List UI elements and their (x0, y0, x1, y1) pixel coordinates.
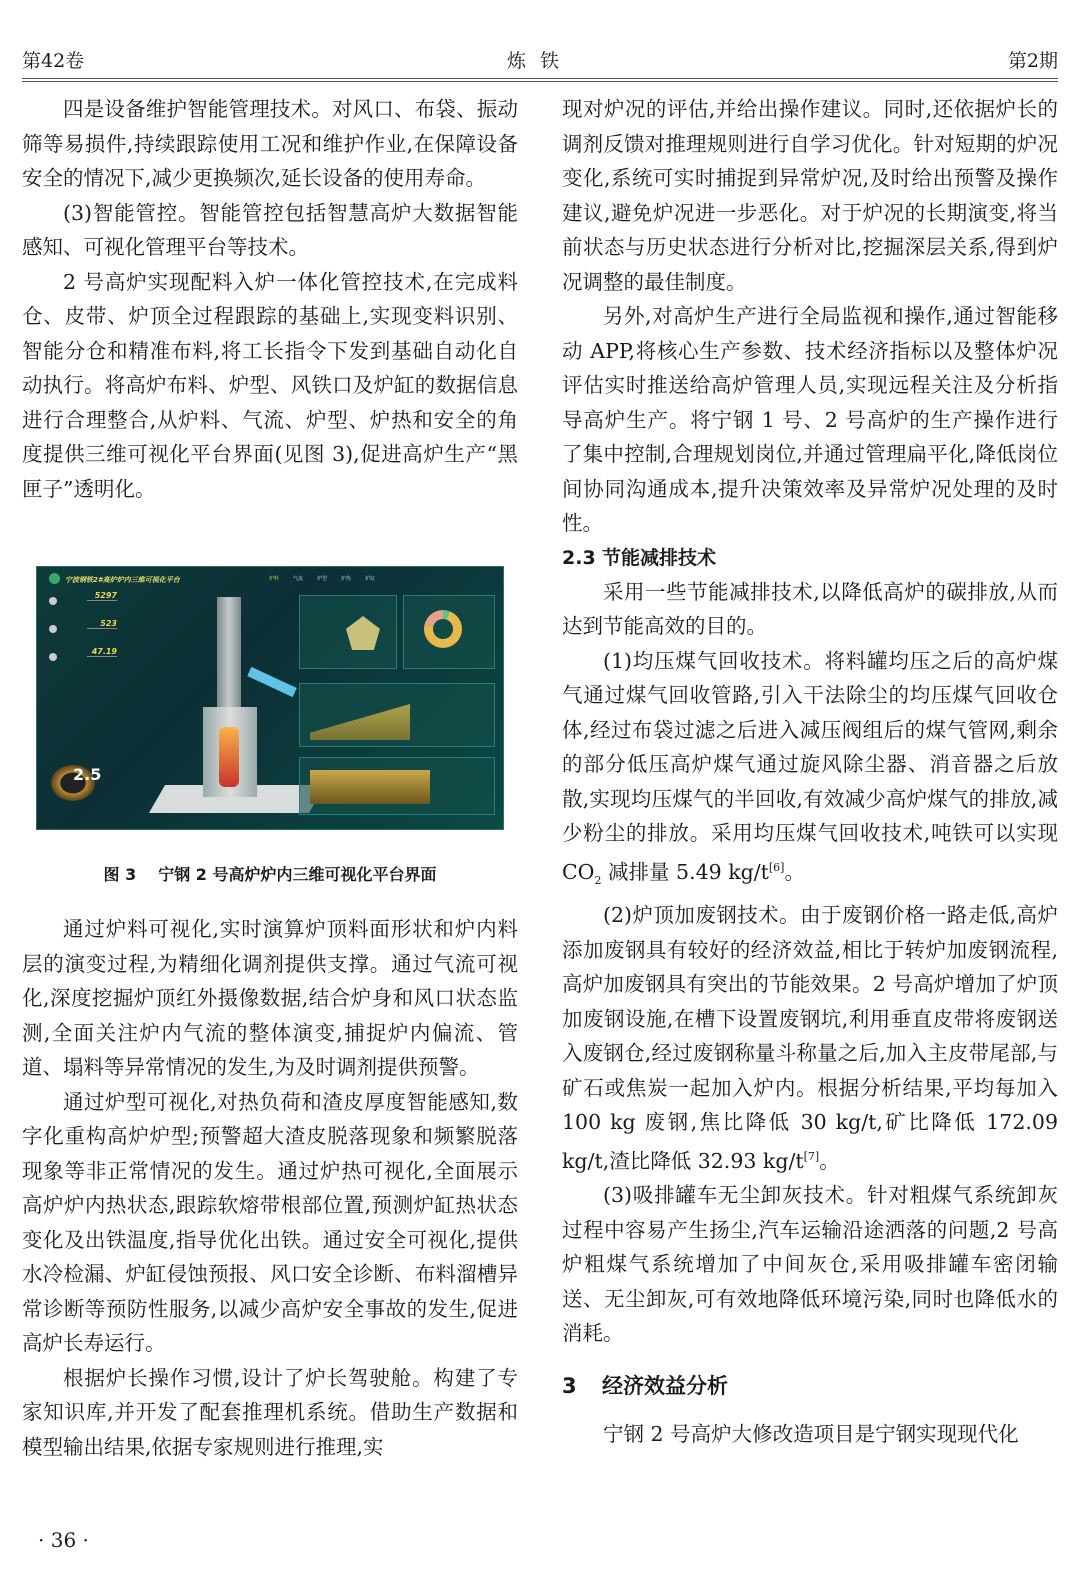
left-column-continued (22, 912, 518, 1464)
paragraph: 通过炉型可视化,对热负荷和渣皮厚度智能感知,数字化重构高炉炉型;预警超大渣皮脱落现象和频繁脱落现象等非正常情况的发生。通过炉热可视化,全面展示高炉炉内热状态,跟踪软熔带根部位置,预测炉缸热状态变化及出铁温度,指导优化出铁。通过安全可视化,提供水冷检漏、炉缸侵蚀预报、风口安全诊断、布料溜槽异常诊断等预防性服务,以减少高炉安全事故的发生,促进高炉长寿运行。 (22, 1089, 518, 1355)
citation: [6] (768, 860, 785, 874)
radar-chart (346, 616, 380, 650)
section-heading-3: 3 经济效益分析 (562, 1373, 728, 1398)
bar-chart-panel (299, 757, 495, 815)
paragraph: 采用一些节能减排技术,以降低高炉的碳排放,从而达到节能高效的目的。 (562, 579, 1058, 638)
paragraph-item-1: (1)均压煤气回收技术。将料罐均压之后的高炉煤气通过煤气回收管路,引入干法除尘的均压煤气回收仓体,经过布袋过滤之后进入减压阀组后的煤气管网,剩余的部分低压高炉煤气通过旋风除尘器、消音器之后放散,实现均压煤气的半回收,有效减少高炉煤气的排放,减少粉尘的排放。采用均压煤气回收技术,吨铁可以实现 $CO_2$ 减排量 5.49 kg/t[6]。 (562, 648, 1058, 887)
page-number: · 36 · (38, 1528, 89, 1552)
paragraph: 根据炉长操作习惯,设计了炉长驾驶舱。构建了专家知识库,并开发了配套推理机系统。借助生产数据和模型输出结果,依据专家规则进行推理,实 (22, 1365, 518, 1459)
header-rule-double (22, 81, 1058, 82)
dashboard-tabs: 炉料 气流 炉型 炉热 炉缸 (269, 576, 376, 582)
area-chart (310, 704, 410, 740)
paragraph: 四是设备维护智能管理技术。对风口、布袋、振动筛等易损件,持续跟踪使用工况和维护作业,在保障设备安全的情况下,减少更换频次,延长设备的使用寿命。 (22, 97, 518, 190)
journal-name: 炼铁 (506, 50, 573, 72)
dashboard-title: 宁波钢铁2#高炉炉内三维可视化平台 (65, 576, 180, 584)
paragraph: 现对炉况的评估,并给出操作建议。同时,还依据炉长的调剂反馈对推理规则进行自学习优化。针对短期的炉况变化,系统可实时捕捉到异常炉况,及时给出预警及操作建议,避免炉况进一步恶化。对于炉况的长期演变,将当前状态与历史状态进行分析对比,挖掘深层关系,得到炉况调整的最佳制度。 (562, 97, 1058, 294)
paragraph: 另外,对高炉生产进行全局监视和操作,通过智能移动 APP,将核心生产参数、技术经济指标以及整体炉况评估实时推送给高炉管理人员,实现远程关注及分析指导高炉生产。将宁钢 1 号、2 号高炉的生产操作进行了集中控制,合理规划岗位,并通过管理扁平化,降低岗位间协同沟通成本,提升决策效率及异常炉况处理的及时性。 (562, 304, 1058, 535)
paragraph-item-2: (2)炉顶加废钢技术。由于废钢价格一路走低,高炉添加废钢具有较好的经济效益,相比于转炉加废钢流程,高炉加废钢具有突出的节能效果。2 号高炉增加了炉顶加废钢设施,在槽下设置废钢坑,利用垂直皮带将废钢送入废钢仓,经过废钢称量斗称量之后,加入主皮带尾部,与矿石或焦炭一起加入炉内。根据分析结果,平均每加入 100 kg 废钢,焦比降低 30 kg/t,矿比降低 172.09 kg/t,渣比降低 32.93 kg/t[7]。 (562, 903, 1058, 1173)
stat-icon (49, 625, 57, 633)
left-column (22, 92, 518, 506)
logo-icon (49, 573, 60, 584)
stat-icon (49, 597, 57, 605)
right-column (562, 92, 1058, 1451)
citation: [7] (803, 1149, 820, 1163)
donut-chart (424, 610, 462, 648)
header-rule (22, 78, 1058, 79)
gauge-value: 2.5 (73, 765, 102, 784)
paragraph: 2 号高炉实现配料入炉一体化管控技术,在完成料仓、皮带、炉顶全过程跟踪的基础上,实现变料识别、智能分仓和精准布料,将工长指令下发到基础自动化自动执行。将高炉布料、炉型、风铁口及炉缸的数据信息进行合理整合,从炉料、气流、炉型、炉热和安全的角度提供三维可视化平台界面(见图 3),促进高炉生产“黑匣子”透明化。 (22, 269, 518, 501)
volume-label: 第42卷 (22, 50, 85, 72)
blast-furnace-3d-model (177, 597, 287, 817)
paragraph: (3)智能管控。智能管控包括智慧高炉大数据智能感知、可视化管理平台等技术。 (22, 200, 518, 259)
figure-caption: 图 3 宁钢 2 号高炉炉内三维可视化平台界面 (103, 865, 437, 884)
bar-chart (310, 770, 430, 804)
paragraph: 通过炉料可视化,实时演算炉顶料面形状和炉内料层的演变过程,为精细化调剂提供支撑。通过气流可视化,深度挖掘炉顶红外摄像数据,结合炉身和风口状态监测,全面关注炉内气流的整体演变,捕捉炉内偏流、管道、塌料等异常情况的发生,为及时调剂提供预警。 (22, 917, 518, 1079)
issue-label: 第2期 (1007, 50, 1058, 72)
running-header (22, 40, 1058, 74)
radar-panel (299, 595, 397, 669)
area-chart-panel (299, 683, 495, 747)
donut-panel (403, 595, 495, 669)
paragraph: 宁钢 2 号高炉大修改造项目是宁钢实现现代化 (603, 1421, 1019, 1446)
paragraph-item-3: (3)吸排罐车无尘卸灰技术。针对粗煤气系统卸灰过程中容易产生扬尘,汽车运输沿途洒落的问题,2 号高炉粗煤气系统增加了中间灰仓,采用吸排罐车密闭输送、无尘卸灰,可有效地降低环境污染,同时也降低水的消耗。 (562, 1183, 1058, 1346)
figure-3-dashboard-image: 宁波钢铁2#高炉炉内三维可视化平台 5297 523 47.19 2.5 炉料 气流 炉型 炉热 炉缸 (36, 566, 504, 830)
section-heading-2-3: 2.3 节能减排技术 (562, 546, 717, 569)
stat-icon (49, 653, 57, 661)
